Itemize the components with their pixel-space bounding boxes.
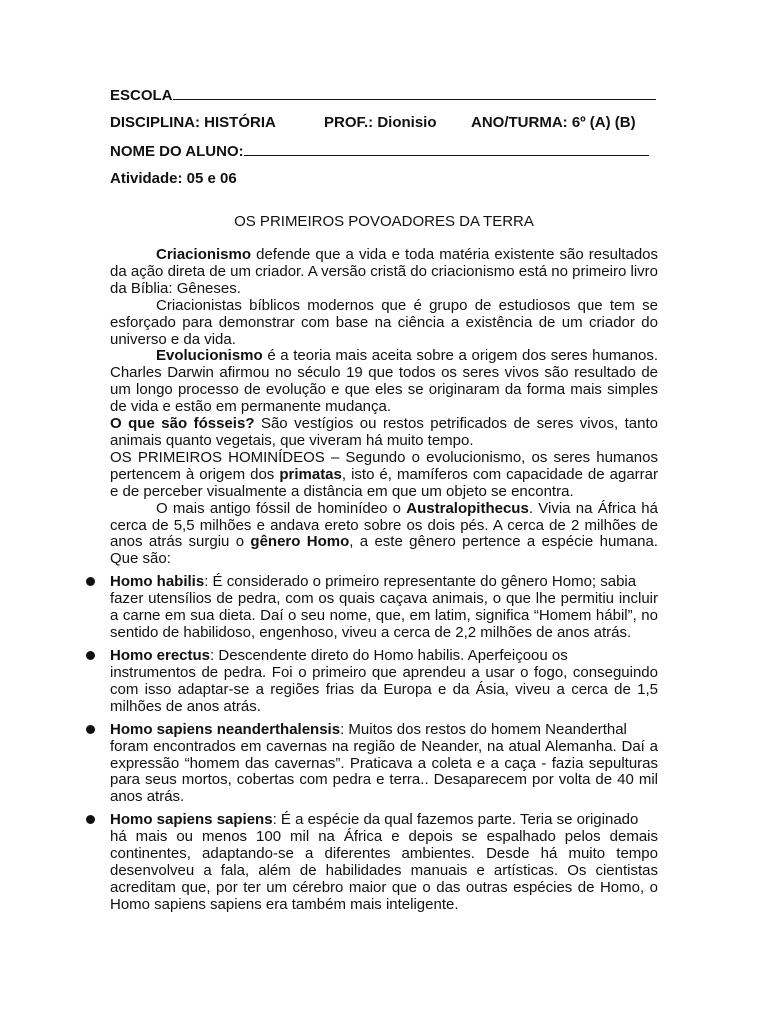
document-body: [110, 247, 658, 914]
list-item-lead: [110, 646, 658, 665]
term-creationism: Criacionismo: [156, 246, 252, 263]
term-primates: primatas: [279, 465, 342, 483]
student-name-label: NOME DO ALUNO:: [110, 143, 244, 160]
list-item-lead-text: : Muitos dos restos do homem Neanderthal: [340, 720, 627, 738]
list-item-lead-text: : Descendente direto do Homo habilis. Aperfeiçoou os: [210, 646, 568, 664]
school-label: ESCOLA: [110, 87, 173, 104]
paragraph-fossils: [110, 416, 658, 450]
bullet-icon: [86, 815, 95, 824]
term-australopithecus: Australopithecus: [406, 499, 529, 517]
list-item-lead-text: : É a espécie da qual fazemos parte. Teria se originado: [272, 811, 639, 829]
list-item-text: instrumentos de pedra. Foi o primeiro que aprendeu a usar o fogo, conseguindo com isso adaptar-se a regiões frias da Europa e da Ásia, viveu a cerca de 1,5 milhões de anos atrás.: [110, 663, 658, 715]
discipline-label: DISCIPLINA: HISTÓRIA: [110, 114, 276, 131]
list-item-text: há mais ou menos 100 mil na África e depois se espalhado pelos demais continentes, adaptando-se a diferentes ambientes. Desde há muito tempo desenvolveu a fala, além de habilidades manuais e artísticas. Os cientistas acreditam que, por ter um cérebro maior que o das outras espécies de Homo, o Homo sapiens sapiens era também mais inteligente.: [110, 828, 658, 913]
class-label: ANO/TURMA: 6º (A) (B): [471, 114, 636, 131]
species-name: Homo sapiens neanderthalensis: [110, 720, 341, 738]
paragraph-text: O mais antigo fóssil de hominídeo o: [156, 499, 407, 517]
paragraph-text: , isto é, mamíferos com capacidade de agarrar e de perceber visualmente a distância em que um objeto se encontra.: [110, 465, 658, 500]
bullet-icon: [86, 651, 95, 660]
paragraph-first-hominids: [110, 450, 658, 501]
school-line: [110, 86, 656, 105]
teacher-label: PROF.: Dionisio: [324, 114, 437, 131]
student-name-line: [110, 142, 649, 161]
paragraph-text: defende que a vida e toda matéria existente são resultados da ação direta de um criador. A versão cristã do criacionismo está no primeiro livro da Bíblia: Gêneses.: [110, 246, 658, 297]
paragraph-text: São vestígios ou restos petrificados de seres vivos, tanto animais quanto vegetais, que viveram há muito tempo.: [110, 415, 658, 449]
paragraph-text: . Vivia na África há cerca de 5,5 milhões e andava ereto sobre os dois pés. A cerca de 2 milhões de anos atrás surgiu o: [110, 499, 658, 551]
list-item-text: foram encontrados em cavernas na região de Neander, na atual Alemanha. Daí a expressão “homem das cavernas”. Praticava a coleta e a caça - fazia sepulturas para seus mortos, cobertas com pedra e terra.. Desaparecem por volta de 40 mil anos atrás.: [110, 737, 658, 806]
list-item: [110, 720, 658, 807]
paragraph-text: OS PRIMEIROS HOMINÍDEOS – Segundo o evolucionismo, os seres humanos pertencem à origem dos: [110, 448, 658, 483]
term-genus-homo: gênero Homo: [250, 533, 350, 551]
discipline-line: [110, 114, 658, 132]
list-item-lead-text: : É considerado o primeiro representante do gênero Homo; sabia: [204, 573, 637, 591]
bullet-icon: [86, 725, 95, 734]
term-fossils-question: O que são fósseis?: [110, 415, 255, 433]
list-item: [110, 810, 658, 914]
paragraph-text: , a este gênero pertence a espécie humana. Que são:: [110, 533, 658, 568]
student-name-fill-line: [244, 142, 649, 156]
school-fill-line: [173, 86, 656, 100]
page-title: OS PRIMEIROS POVOADORES DA TERRA: [234, 213, 534, 230]
species-name: Homo sapiens sapiens: [110, 811, 273, 829]
paragraph-oldest-fossil: [110, 501, 658, 569]
list-item-text: fazer utensílios de pedra, com os quais caçava animais, o que lhe permitiu incluir a carne em sua dieta. Daí o seu nome, que, em latim, significa “Homem hábil”, no sentido de habilidoso, engenhoso, viveu a cerca de 2,2 milhões de anos atrás.: [110, 590, 658, 642]
paragraph-text: é a teoria mais aceita sobre a origem dos seres humanos. Charles Darwin afirmou no século 19 que todos os seres vivos são resultado de um longo processo de evolução e que eles se originaram da forma mais simples de vida e estão em permanente mudança.: [110, 347, 658, 416]
term-evolutionism: Evolucionismo: [156, 347, 263, 365]
list-item: [110, 646, 658, 716]
list-item: [110, 572, 658, 642]
species-name: Homo erectus: [110, 646, 211, 664]
bullet-icon: [86, 577, 95, 586]
species-list: [110, 572, 658, 914]
list-item-lead: [110, 810, 658, 829]
list-item-lead: [110, 720, 658, 739]
paragraph-creationism: [110, 247, 658, 298]
paragraph-evolutionism: [110, 348, 658, 416]
species-name: Homo habilis: [110, 573, 205, 591]
activity-label: Atividade: 05 e 06: [110, 170, 237, 187]
list-item-lead: [110, 572, 658, 591]
paragraph-biblical-creationists: Criacionistas bíblicos modernos que é grupo de estudiosos que tem se esforçado para demonstrar com base na ciência a existência de um criador do universo e da vida.: [110, 296, 658, 348]
